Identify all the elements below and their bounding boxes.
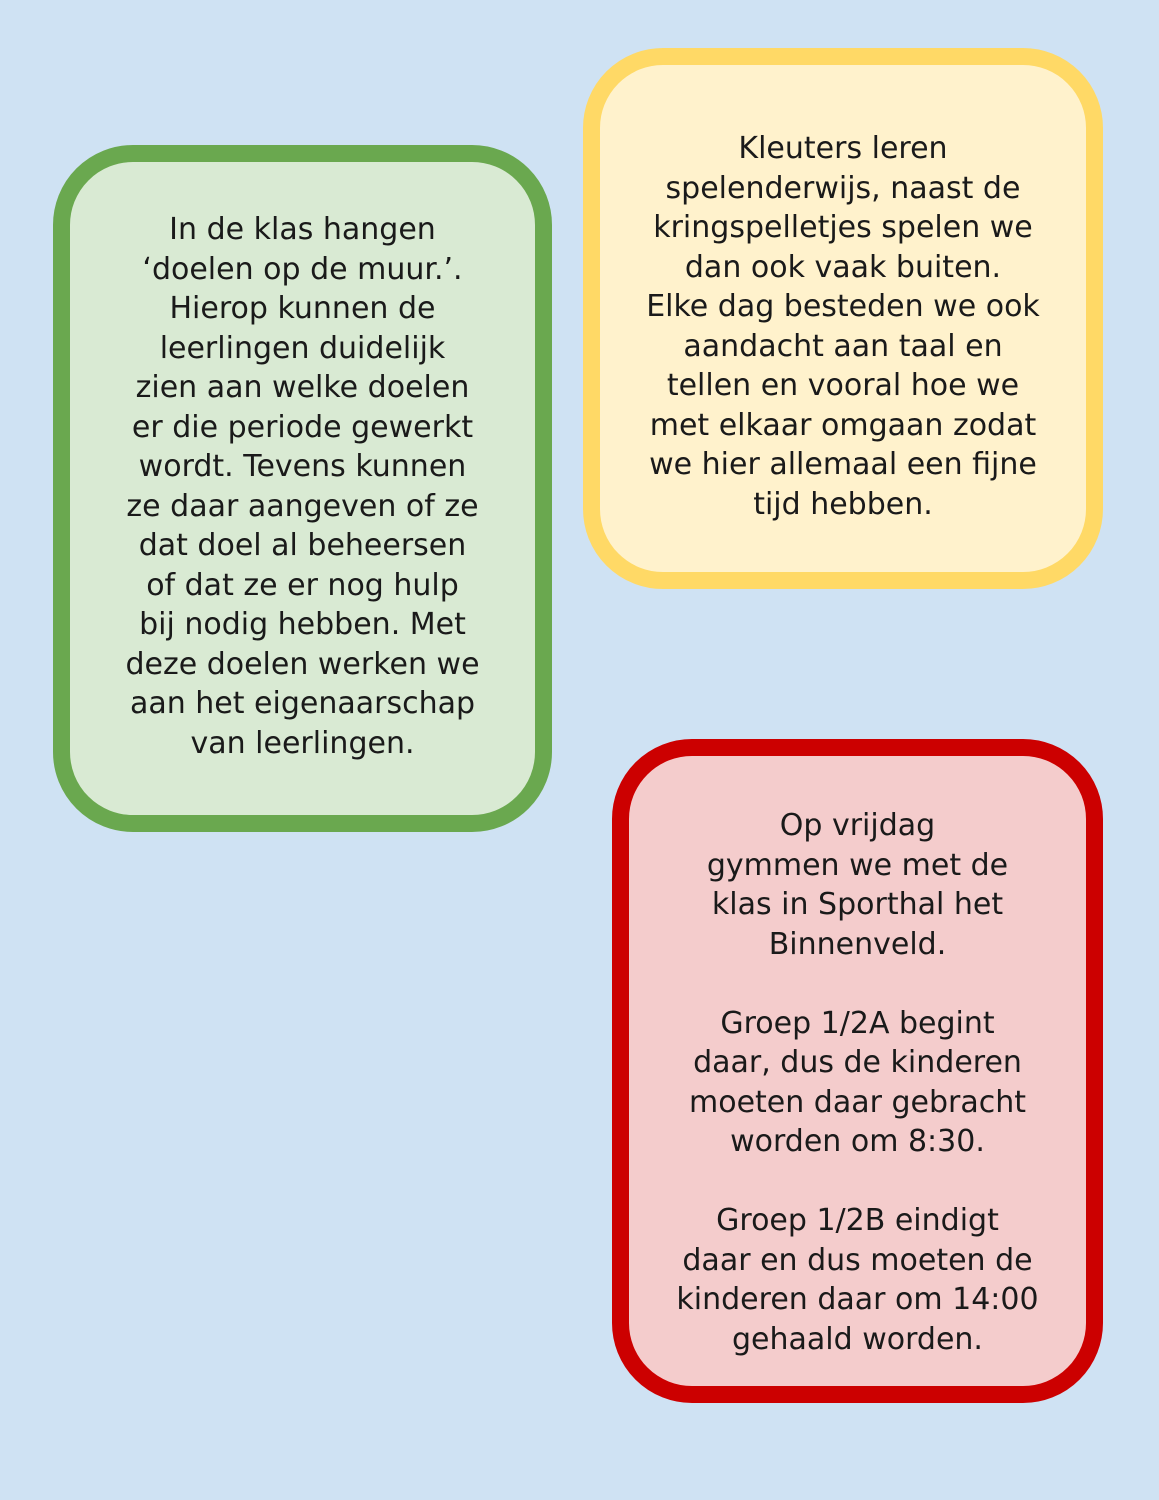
goals-info-card (53, 145, 552, 832)
toddlers-learning-card (583, 48, 1103, 589)
goals-info-text: In de klas hangen ‘doelen op de muur.’. Hierop kunnen de leerlingen duidelijk zien aan welke doelen er die periode gewerkt wordt. Tevens kunnen ze daar aangeven of ze dat doel al beheersen of dat ze er nog hulp bij nodig hebben. Met deze doelen werken we aan het eigenaarschap van leerlingen. (125, 212, 480, 761)
toddlers-learning-text: Kleuters leren spelenderwijs, naast de kringspelletjes spelen we dan ook vaak buiten. Elke dag besteden we ook aandacht aan taal en tellen en vooral hoe we met elkaar omgaan zodat we hier allemaal een fijne tijd hebben. (646, 131, 1040, 522)
gym-schedule-text: Op vrijdag gymmen we met de klas in Sporthal het Binnenveld. Groep 1/2A begint daar, dus de kinderen moeten daar gebracht worden om 8:30. Groep 1/2B eindigt daar en dus moeten de kinderen daar om 14:00 gehaald worden. (676, 808, 1039, 1357)
gym-schedule-card (612, 739, 1103, 1403)
